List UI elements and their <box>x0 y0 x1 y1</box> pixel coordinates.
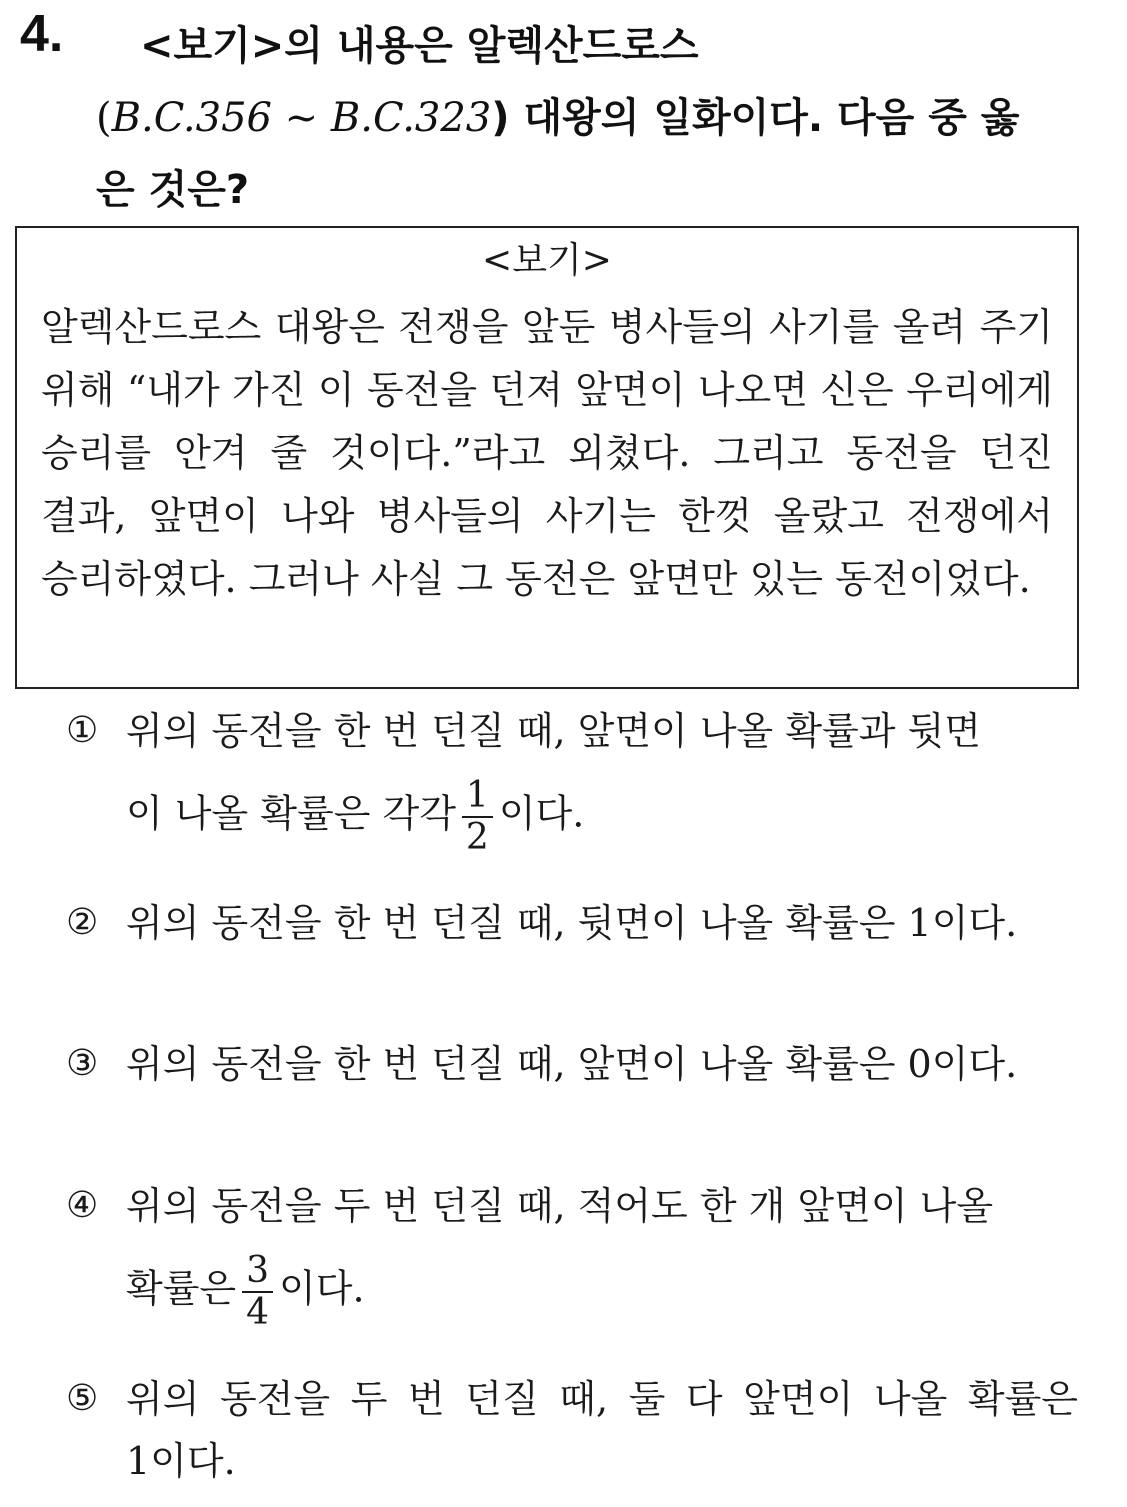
choice-3[interactable] <box>66 1033 1078 1095</box>
choice-5-marker: ⑤ <box>66 1378 99 1419</box>
fraction-denominator: 4 <box>246 1292 270 1333</box>
question-stem-line2-rest: ) 대왕의 일화이다. 다음 중 옳 <box>491 95 1020 141</box>
choice-4-line2-after: 이다. <box>279 1266 365 1311</box>
choice-5[interactable] <box>66 1368 1078 1492</box>
choice-4-line2 <box>126 1251 1078 1333</box>
choice-2[interactable] <box>66 892 1078 954</box>
choice-2-text: 위의 동전을 한 번 던질 때, 뒷면이 나올 확률은 1이다. <box>126 901 1018 945</box>
fraction-three-quarters <box>242 1251 273 1333</box>
choice-1-line2-before: 이 나올 확률은 각각 <box>126 791 456 836</box>
choice-1[interactable] <box>66 700 1078 858</box>
fraction-numerator: 1 <box>462 776 493 818</box>
choice-5-text: 위의 동전을 두 번 던질 때, 둘 다 앞면이 나올 확률은 1이다. <box>126 1377 1078 1483</box>
choice-1-line2-after: 이다. <box>498 791 585 836</box>
fraction-denominator: 2 <box>465 817 489 858</box>
paren-open: ( <box>96 95 112 141</box>
date-range: B.C.356 ~ B.C.323 <box>111 95 492 141</box>
question-stem-line1: <보기>의 내용은 알렉산드로스 <box>140 23 699 69</box>
choice-2-marker: ② <box>66 902 99 943</box>
choice-1-marker: ① <box>66 710 99 751</box>
example-box-text: 알렉산드로스 대왕은 전쟁을 앞둔 병사들의 사기를 올려 주기 위해 “내가 가진 이 동전을 던져 앞면이 나오면 신은 우리에게 승리를 안겨 줄 것이다.”라고 외쳤다. 그리고 동전을 던진 결과, 앞면이 나와 병사들의 사기는 한껏 올랐고 전쟁에서 승리하였다. 그러나 사실 그 동전은 앞면만 있는 동전이었다. <box>41 305 1053 601</box>
choice-3-marker: ③ <box>66 1043 99 1084</box>
fraction-one-half <box>462 776 493 858</box>
question-stem-line3: 은 것은? <box>96 167 250 213</box>
question-stem <box>96 10 1086 226</box>
choice-4-line2-before: 확률은 <box>126 1266 237 1311</box>
question-number: 4. <box>20 5 64 63</box>
fraction-numerator: 3 <box>242 1251 273 1293</box>
example-box-title: <보기> <box>482 240 612 281</box>
choice-4-body <box>126 1175 1078 1333</box>
choice-1-line1: 위의 동전을 한 번 던질 때, 앞면이 나올 확률과 뒷면 <box>126 709 981 753</box>
question-stem-line2 <box>96 82 1086 154</box>
choice-3-text: 위의 동전을 한 번 던질 때, 앞면이 나올 확률은 0이다. <box>126 1042 1018 1086</box>
choice-1-body <box>126 700 1078 858</box>
choice-4[interactable] <box>66 1175 1078 1333</box>
choice-1-line2 <box>126 776 1078 858</box>
choice-4-marker: ④ <box>66 1185 99 1226</box>
choice-4-line1: 위의 동전을 두 번 던질 때, 적어도 한 개 앞면이 나올 <box>126 1184 994 1228</box>
example-box <box>15 226 1079 689</box>
